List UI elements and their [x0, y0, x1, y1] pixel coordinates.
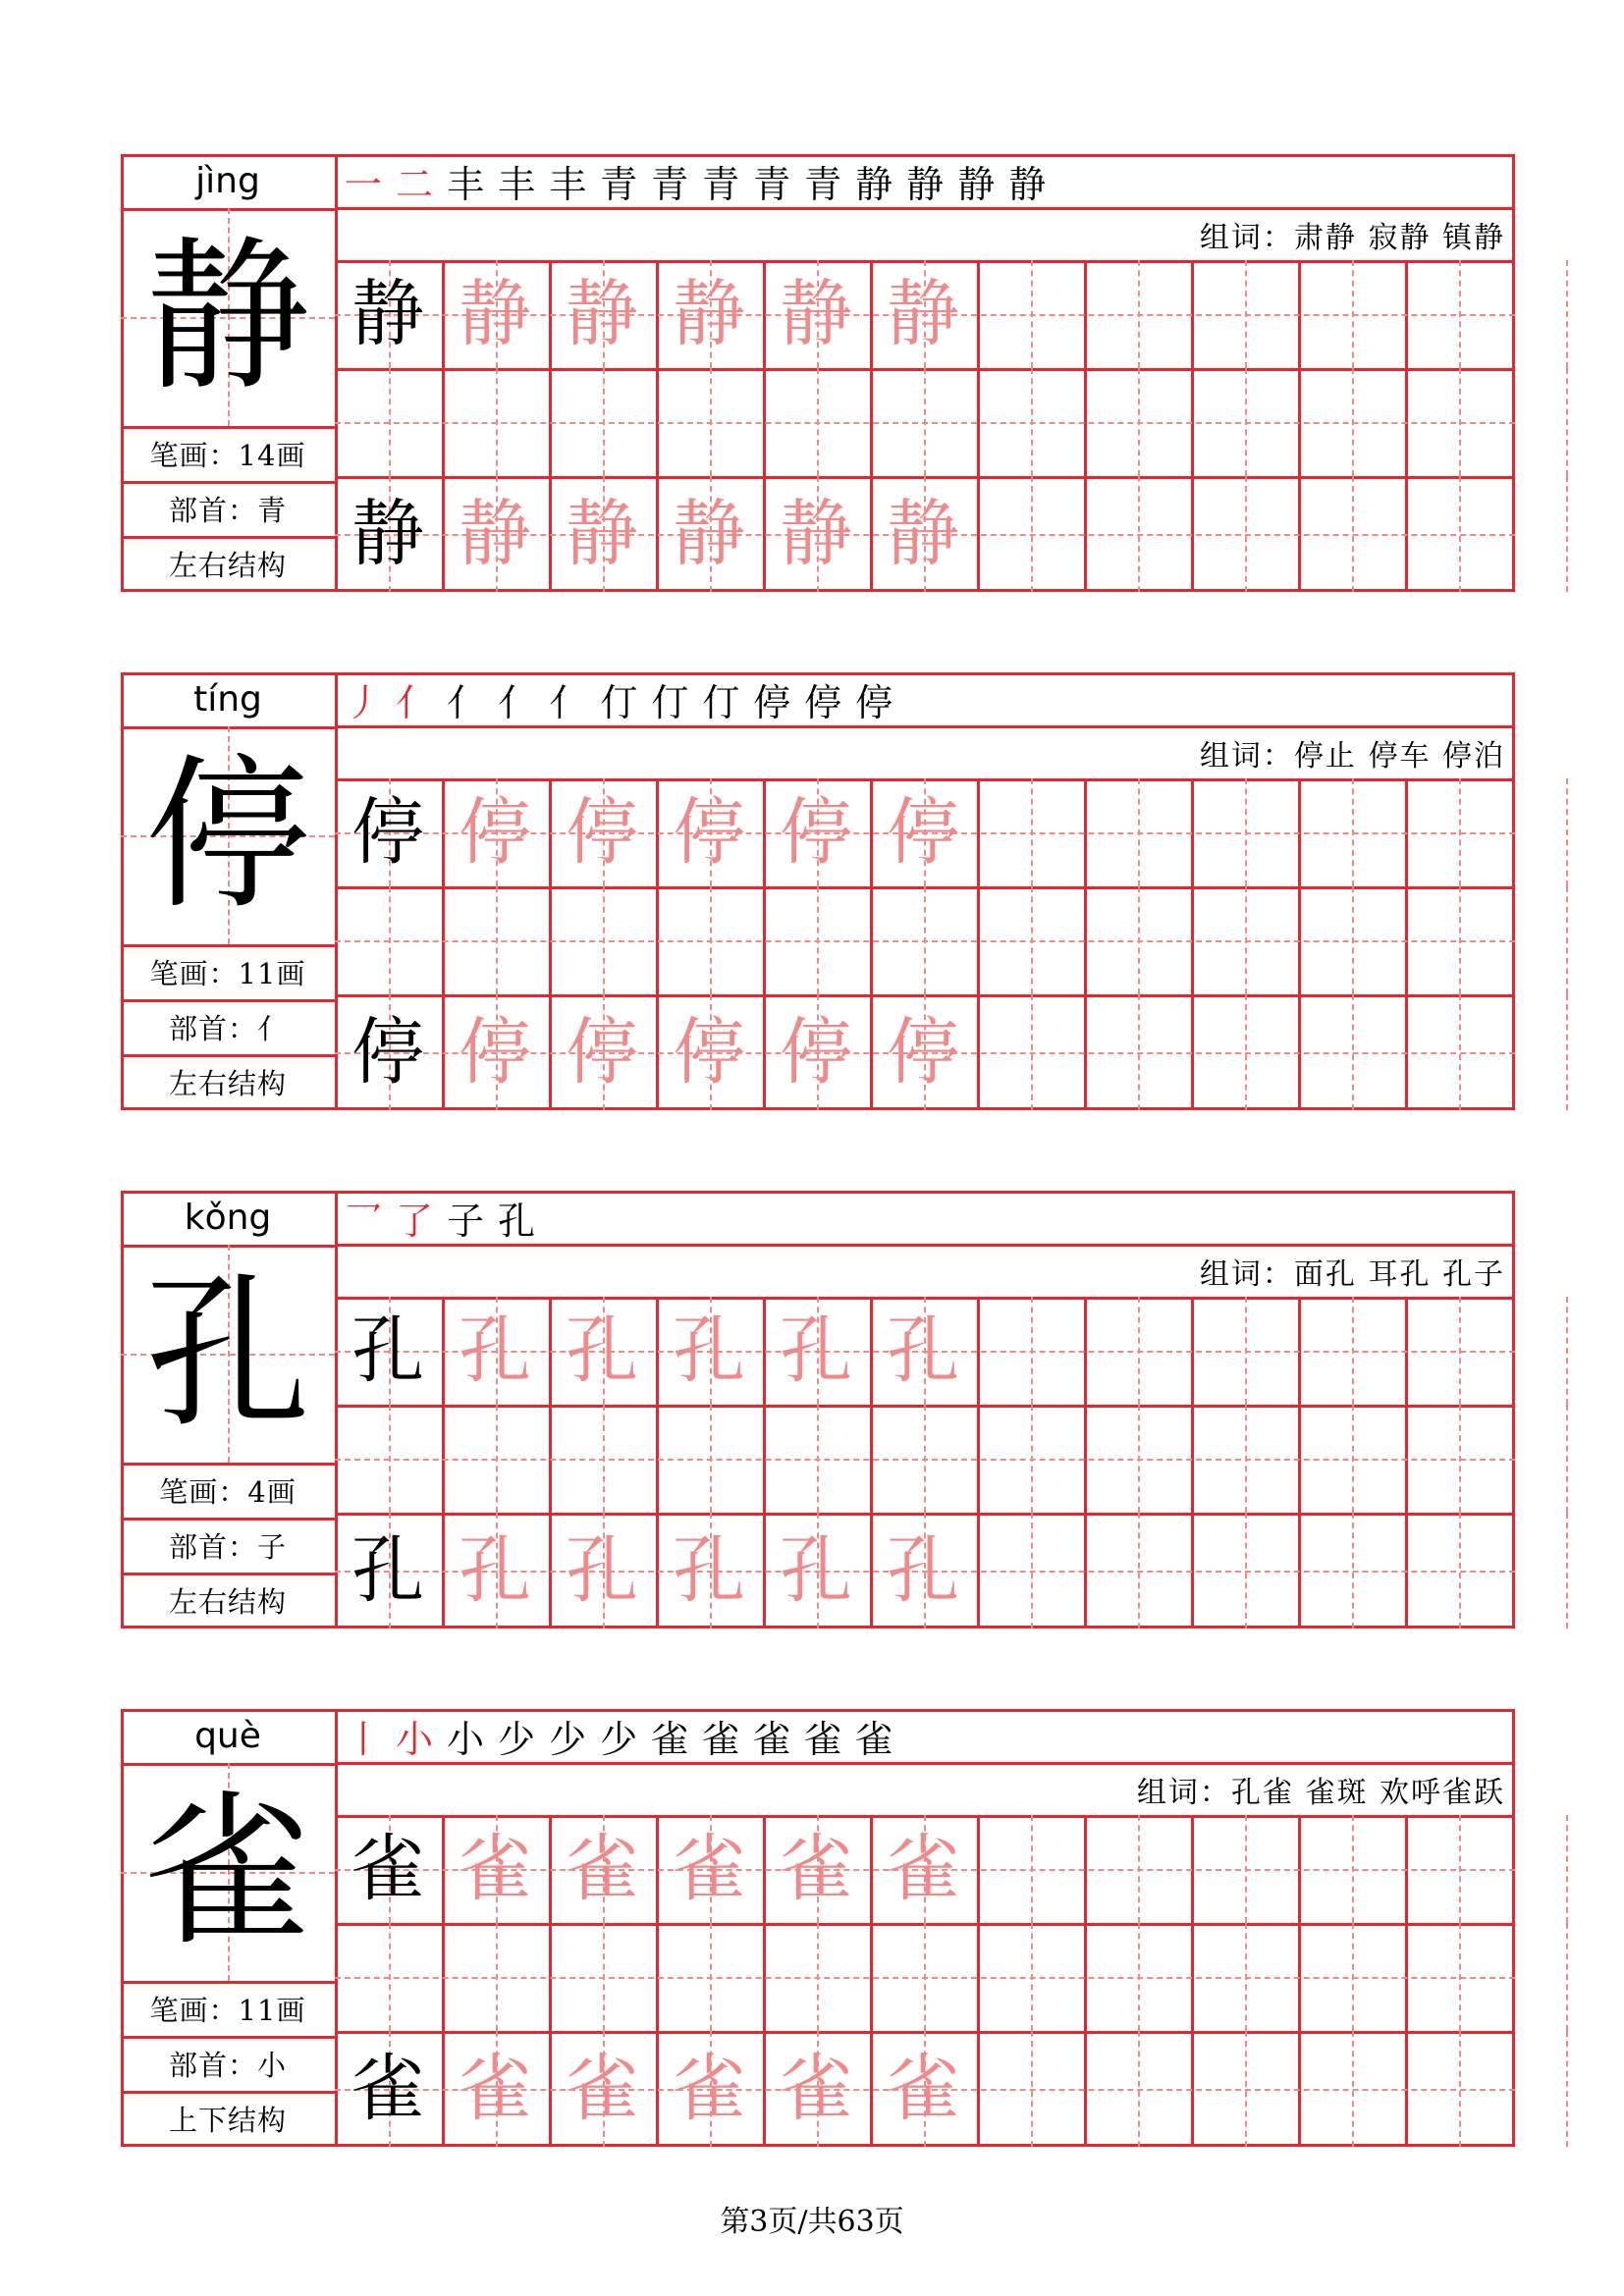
trace-character: 静 [459, 492, 531, 576]
trace-character: 停 [887, 790, 959, 875]
character-card [121, 1191, 1515, 1629]
stroke-step: 亻 [549, 680, 587, 724]
word-examples: 组词：肃静 寂静 镇静 [1199, 221, 1505, 255]
stroke-step: 丰 [549, 162, 587, 206]
trace-character: 停 [887, 1010, 959, 1095]
trace-character: 停 [566, 1010, 638, 1095]
trace-character: 静 [459, 272, 531, 356]
stroke-step: 雀 [753, 1717, 791, 1761]
trace-character: 雀 [459, 1827, 531, 1911]
stroke-step: 亻 [498, 680, 536, 724]
model-character: 孔 [352, 1308, 424, 1393]
stroke-step: 小 [396, 1717, 434, 1761]
stroke-count: 笔画：11画 [149, 956, 306, 990]
stroke-step: 青 [804, 162, 842, 206]
trace-character: 孔 [673, 1528, 745, 1613]
stroke-step: 仃 [600, 680, 638, 724]
stroke-order [345, 154, 1046, 207]
stroke-step: 雀 [651, 1717, 689, 1761]
stroke-step: 亻 [447, 680, 485, 724]
stroke-step: 子 [447, 1199, 485, 1243]
model-character: 静 [352, 272, 424, 356]
stroke-step: 雀 [702, 1717, 740, 1761]
trace-character: 孔 [459, 1528, 531, 1613]
trace-character: 孔 [887, 1308, 959, 1393]
stroke-step: 雀 [804, 1717, 842, 1761]
pinyin: jìng [195, 161, 260, 201]
model-character: 雀 [352, 1827, 424, 1911]
big-character: 静 [145, 221, 310, 413]
stroke-step: 小 [447, 1717, 485, 1761]
stroke-count: 笔画：14画 [149, 438, 306, 472]
stroke-step: 停 [804, 680, 842, 724]
word-examples: 组词：面孔 耳孔 孔子 [1199, 1257, 1505, 1292]
trace-character: 孔 [673, 1308, 745, 1393]
trace-character: 停 [566, 790, 638, 875]
stroke-step: 静 [1008, 162, 1047, 206]
stroke-step: 乛 [345, 1199, 383, 1243]
stroke-step: 丰 [498, 162, 536, 206]
stroke-step: 丨 [345, 1717, 383, 1761]
stroke-step: 青 [702, 162, 740, 206]
pinyin: tíng [193, 679, 262, 720]
stroke-step: 少 [549, 1717, 587, 1761]
trace-character: 雀 [566, 2047, 638, 2131]
trace-character: 停 [459, 790, 531, 875]
model-character: 静 [352, 492, 424, 576]
trace-character: 孔 [566, 1308, 638, 1393]
trace-character: 静 [780, 272, 852, 356]
trace-character: 静 [780, 492, 852, 576]
trace-character: 孔 [780, 1308, 852, 1393]
stroke-order [345, 1191, 535, 1244]
stroke-step: 静 [906, 162, 945, 206]
trace-character: 雀 [780, 1827, 852, 1911]
trace-character: 雀 [566, 1827, 638, 1911]
trace-character: 孔 [566, 1528, 638, 1613]
trace-character: 静 [673, 492, 745, 576]
stroke-order [345, 672, 893, 725]
radical: 部首：亻 [168, 1011, 287, 1045]
model-character: 停 [352, 790, 424, 875]
trace-character: 静 [673, 272, 745, 356]
stroke-step: 仃 [702, 680, 740, 724]
stroke-step: 静 [855, 162, 893, 206]
pinyin: kǒng [184, 1198, 272, 1238]
stroke-step: 仃 [651, 680, 689, 724]
stroke-count: 笔画：4画 [159, 1474, 297, 1509]
stroke-step: 雀 [855, 1717, 893, 1761]
character-card [121, 672, 1515, 1110]
stroke-step: 了 [396, 1199, 434, 1243]
stroke-step: 停 [753, 680, 791, 724]
structure: 上下结构 [168, 2103, 287, 2137]
trace-character: 孔 [459, 1308, 531, 1393]
trace-character: 停 [673, 1010, 745, 1095]
stroke-step: 青 [651, 162, 689, 206]
trace-character: 雀 [673, 1827, 745, 1911]
trace-character: 静 [887, 492, 959, 576]
radical: 部首：子 [168, 1529, 287, 1564]
trace-character: 雀 [887, 2047, 959, 2131]
stroke-step: 静 [957, 162, 996, 206]
trace-character: 静 [566, 272, 638, 356]
page-footer: 第3页/共63页 [720, 2205, 904, 2239]
stroke-step: 丰 [447, 162, 485, 206]
word-examples: 组词：停止 停车 停泊 [1199, 739, 1505, 774]
stroke-step: 青 [753, 162, 791, 206]
trace-character: 停 [673, 790, 745, 875]
trace-character: 雀 [780, 2047, 852, 2131]
pinyin: què [194, 1716, 261, 1756]
stroke-step: 少 [498, 1717, 536, 1761]
stroke-step: 一 [345, 162, 383, 206]
radical: 部首：小 [168, 2048, 287, 2082]
character-card [121, 1709, 1515, 2147]
stroke-step: 二 [396, 162, 434, 206]
word-examples: 组词：孔雀 雀斑 欢呼雀跃 [1136, 1776, 1505, 1810]
trace-character: 静 [566, 492, 638, 576]
trace-character: 雀 [887, 1827, 959, 1911]
big-character: 雀 [145, 1776, 310, 1968]
structure: 左右结构 [168, 1584, 287, 1619]
trace-character: 停 [780, 1010, 852, 1095]
big-character: 孔 [145, 1257, 310, 1450]
structure: 左右结构 [168, 1066, 287, 1100]
trace-character: 停 [459, 1010, 531, 1095]
trace-character: 静 [887, 272, 959, 356]
stroke-step: 丿 [345, 680, 383, 724]
trace-character: 孔 [887, 1528, 959, 1613]
radical: 部首：青 [168, 493, 287, 527]
model-character: 孔 [352, 1528, 424, 1613]
trace-character: 雀 [459, 2047, 531, 2131]
character-card [121, 154, 1515, 592]
stroke-step: 青 [600, 162, 638, 206]
stroke-step: 亻 [396, 680, 434, 724]
model-character: 停 [352, 1010, 424, 1095]
stroke-step: 停 [855, 680, 893, 724]
trace-character: 孔 [780, 1528, 852, 1613]
stroke-step: 孔 [498, 1199, 536, 1243]
stroke-count: 笔画：11画 [149, 1993, 306, 2027]
stroke-order [345, 1709, 893, 1762]
trace-character: 雀 [673, 2047, 745, 2131]
big-character: 停 [145, 739, 310, 932]
structure: 左右结构 [168, 548, 287, 582]
stroke-step: 少 [600, 1717, 638, 1761]
trace-character: 停 [780, 790, 852, 875]
model-character: 雀 [352, 2047, 424, 2131]
